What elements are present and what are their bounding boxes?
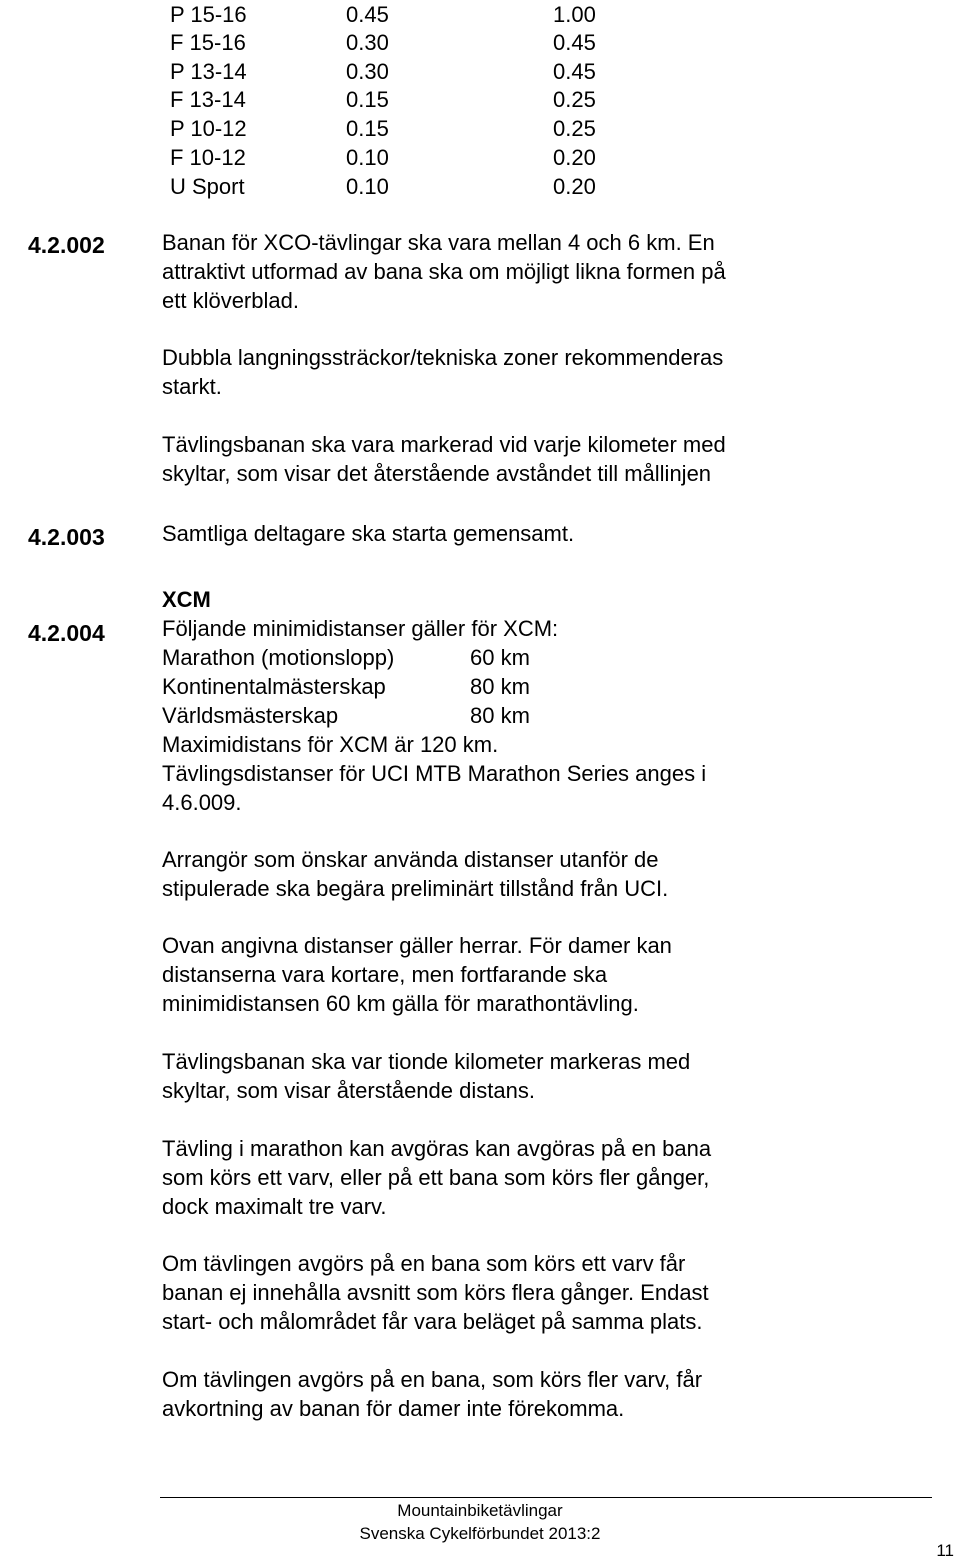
table-row [0,57,960,86]
footer-publisher: Svenska Cykelförbundet 2013:2 [359,1524,601,1543]
paragraph-women-distances: Ovan angivna distanser gäller herrar. För damer kan distanserna vara kortare, men fortfarande ska minimidistansen 60 km gälla för marathontävling. [162,933,672,1016]
category-cell: F 10-12 [170,145,246,170]
category-cell: F 13-14 [170,87,246,112]
paragraph-mass-start: Samtliga deltagare ska starta gemensamt. [162,521,575,546]
distance-label: Marathon (motionslopp) [162,645,395,670]
table-row [0,143,960,172]
value-a-cell: 0.30 [346,30,389,55]
value-a-cell: 0.15 [346,87,389,112]
heading-xcm: XCM [162,587,211,612]
value-b-cell: 0.20 [553,174,596,199]
value-a-cell: 0.45 [346,2,389,27]
footer-divider [160,1497,932,1498]
section-number-4-2-003: 4.2.003 [28,524,105,550]
category-cell: P 10-12 [170,116,247,141]
list-item [162,701,662,730]
value-b-cell: 0.25 [553,87,596,112]
paragraph-multi-lap: Om tävlingen avgörs på en bana, som körs fler varv, får avkortning av banan för damer inte förekomma. [162,1367,703,1421]
value-a-cell: 0.15 [346,116,389,141]
table-row [0,114,960,143]
distance-value: 60 km [470,645,530,670]
paragraph-min-distances-intro: Följande minimidistanser gäller för XCM: [162,616,559,641]
value-a-cell: 0.10 [346,174,389,199]
distance-value: 80 km [470,674,530,699]
paragraph-10km-markers: Tävlingsbanan ska var tionde kilometer markeras med skyltar, som visar återstående distans. [162,1049,691,1103]
section-number-4-2-002: 4.2.002 [28,232,105,258]
paragraph-single-lap: Om tävlingen avgörs på en bana som körs ett varv får banan ej innehålla avsnitt som körs flera gånger. Endast start- och målområdet får vara beläget på samma plats. [162,1251,709,1334]
value-b-cell: 0.45 [553,59,596,84]
paragraph-laps: Tävling i marathon kan avgöras kan avgöras på en bana som körs ett varv, eller på ett bana som körs fler gånger, dock maximalt tre varv. [162,1136,712,1219]
table-row [0,172,960,201]
paragraph-max-distance: Maximidistans för XCM är 120 km. Tävlingsdistanser för UCI MTB Marathon Series anges i 4.6.009. [162,732,707,815]
value-a-cell: 0.30 [346,59,389,84]
category-cell: F 15-16 [170,30,246,55]
table-row [0,28,960,57]
section-number-4-2-004: 4.2.004 [28,620,105,646]
value-a-cell: 0.10 [346,145,389,170]
footer-title: Mountainbiketävlingar [397,1501,563,1520]
list-item [162,643,662,672]
category-cell: P 13-14 [170,59,247,84]
paragraph-course-length: Banan för XCO-tävlingar ska vara mellan 4 och 6 km. En attraktivt utformad av bana ska om möjligt likna formen på ett klöverblad. [162,230,726,313]
distance-label: Världsmästerskap [162,703,339,728]
table-row [0,0,960,29]
value-b-cell: 0.45 [553,30,596,55]
list-item [162,672,662,701]
category-cell: U Sport [170,174,245,199]
value-b-cell: 1.00 [553,2,596,27]
page-number: 11 [936,1541,954,1560]
paragraph-km-markers: Tävlingsbanan ska vara markerad vid varje kilometer med skyltar, som visar det återstående avståndet till mållinjen [162,432,726,486]
distance-label: Kontinentalmästerskap [162,674,386,699]
distance-value: 80 km [470,703,530,728]
value-b-cell: 0.25 [553,116,596,141]
category-cell: P 15-16 [170,2,247,27]
value-b-cell: 0.20 [553,145,596,170]
paragraph-feed-zones: Dubbla langningssträckor/tekniska zoner rekommenderas starkt. [162,345,724,399]
paragraph-uci-permission: Arrangör som önskar använda distanser utanför de stipulerade ska begära preliminärt tillstånd från UCI. [162,847,669,901]
table-row [0,85,960,114]
